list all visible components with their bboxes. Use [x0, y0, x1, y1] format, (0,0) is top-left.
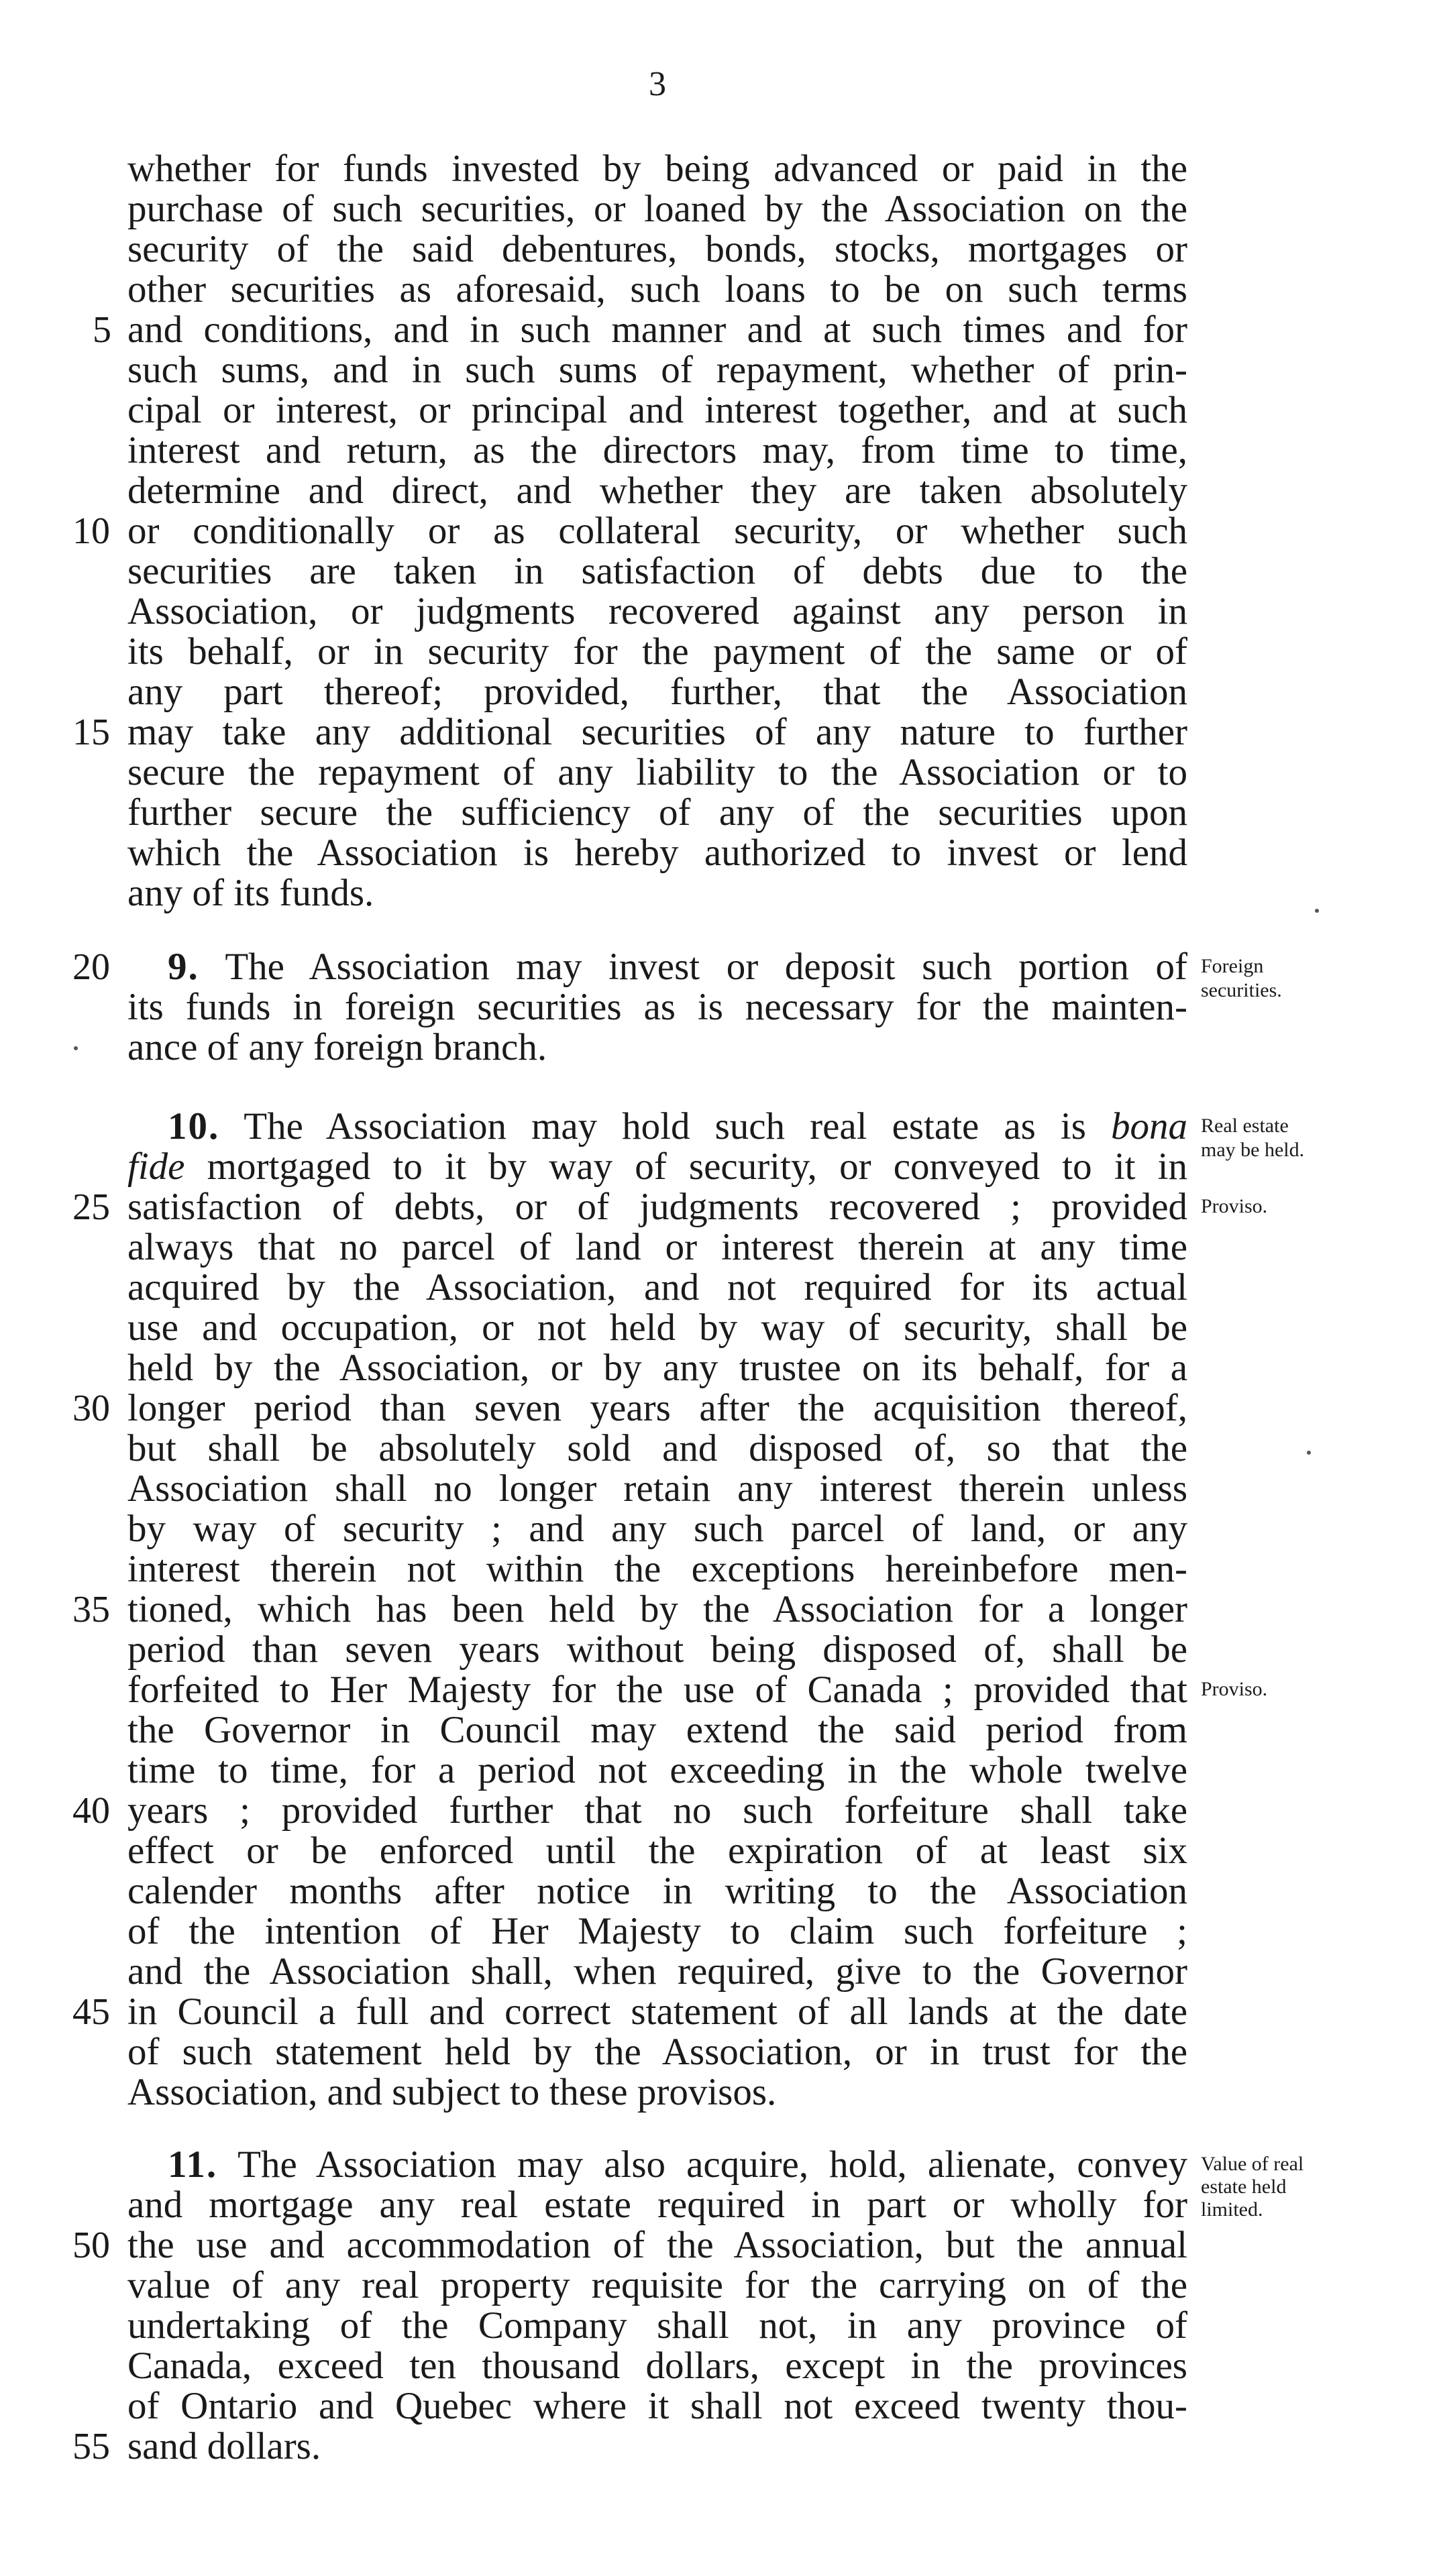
- text-line: but shall be absolutely sold and disposed of, so that the: [127, 1427, 1187, 1469]
- text-line: of the intention of Her Majesty to claim such forfeiture ;: [127, 1910, 1187, 1952]
- text-line: or conditionally or as collateral security, or whether such: [127, 510, 1187, 552]
- line-number: 10: [72, 510, 110, 552]
- line-number: 40: [72, 1790, 110, 1832]
- text-line: whether for funds invested by being advanced or paid in the: [127, 148, 1187, 190]
- text-line: securities are taken in satisfaction of debts due to the: [127, 550, 1187, 592]
- text-line: in Council a full and correct statement of all lands at the date: [127, 1991, 1187, 2033]
- text-line: any part thereof; provided, further, that the Association: [127, 671, 1187, 713]
- line-number: 15: [72, 712, 110, 753]
- text-line: satisfaction of debts, or of judgments recovered ; provided: [127, 1186, 1187, 1228]
- text-line: sand dollars.: [127, 2425, 321, 2467]
- ink-speck: [1307, 1451, 1311, 1455]
- text-line: years ; provided further that no such forfeiture shall take: [127, 1789, 1187, 1832]
- text-line: forfeited to Her Majesty for the use of Canada ; provided that: [127, 1669, 1187, 1711]
- ink-speck: [1315, 909, 1319, 913]
- text-line: purchase of such securities, or loaned by the Association on the: [127, 188, 1187, 230]
- page-number: 3: [649, 65, 666, 103]
- text-line: security of the said debentures, bonds, stocks, mortgages or: [127, 228, 1187, 270]
- margin-note-proviso: Proviso.: [1201, 1678, 1268, 1700]
- text-line: the use and accommodation of the Association, but the annual: [127, 2224, 1187, 2266]
- text-line: interest and return, as the directors may, from time to time,: [127, 429, 1187, 471]
- text-line: Association shall no longer retain any interest therein unless: [127, 1467, 1187, 1510]
- text-line: period than seven years without being disposed of, shall be: [127, 1628, 1187, 1671]
- text-line: Association, or judgments recovered against any person in: [127, 590, 1187, 632]
- text-line: Association, and subject to these provisos.: [127, 2071, 777, 2113]
- margin-note-foreign: Foreign: [1201, 955, 1264, 977]
- section-11-line: 11. The Association may also acquire, hold, alienate, convey: [168, 2143, 1187, 2186]
- text-line: the Governor in Council may extend the said period from: [127, 1709, 1187, 1751]
- text-line: effect or be enforced until the expiration of at least six: [127, 1830, 1187, 1872]
- text-line: value of any real property requisite for the carrying on of the: [127, 2264, 1187, 2306]
- text-line: by way of security ; and any such parcel of land, or any: [127, 1508, 1187, 1550]
- text-line: held by the Association, or by any trustee on its behalf, for a: [127, 1347, 1187, 1389]
- text-line: such sums, and in such sums of repayment, whether of prin-: [127, 349, 1187, 391]
- text-line: determine and direct, and whether they are taken absolutely: [127, 469, 1187, 512]
- section-9-line: 9. The Association may invest or deposit such portion of: [168, 946, 1187, 988]
- margin-note-value: Value of real: [1201, 2153, 1304, 2175]
- margin-note-foreign: securities.: [1201, 979, 1282, 1001]
- text-line: and the Association shall, when required, give to the Governor: [127, 1950, 1187, 1993]
- text-line: fide mortgaged to it by way of security, or conveyed to it in: [127, 1145, 1188, 1188]
- text-line: tioned, which has been held by the Association for a longer: [127, 1588, 1187, 1630]
- line-number: 25: [72, 1186, 110, 1228]
- margin-note-value: estate held: [1201, 2176, 1287, 2198]
- margin-note-value: limited.: [1201, 2198, 1263, 2221]
- text-line: which the Association is hereby authorized to invest or lend: [127, 832, 1187, 874]
- text-line: and conditions, and in such manner and at such times and for: [127, 309, 1187, 351]
- text-line: any of its funds.: [127, 872, 374, 914]
- line-number: 30: [72, 1388, 110, 1429]
- text-line: longer period than seven years after the acquisition thereof,: [127, 1387, 1187, 1429]
- line-number: 50: [72, 2225, 110, 2266]
- text-line: secure the repayment of any liability to the Association or to: [127, 751, 1187, 793]
- margin-note-real-estate: Real estate: [1201, 1115, 1289, 1137]
- line-number: 55: [72, 2426, 110, 2467]
- text-line: undertaking of the Company shall not, in any province of: [127, 2304, 1187, 2347]
- text-line: and mortgage any real estate required in part or wholly for: [127, 2184, 1187, 2226]
- text-line: of such statement held by the Association, or in trust for the: [127, 2031, 1187, 2073]
- text-line: of Ontario and Quebec where it shall not exceed twenty thou-: [127, 2385, 1187, 2427]
- text-line: its behalf, or in security for the payment of the same or of: [127, 630, 1187, 673]
- text-line: always that no parcel of land or interest therein at any time: [127, 1226, 1187, 1268]
- line-number: 35: [72, 1589, 110, 1630]
- text-line: its funds in foreign securities as is necessary for the mainten-: [127, 986, 1187, 1028]
- text-line: use and occupation, or not held by way of security, shall be: [127, 1306, 1187, 1349]
- text-line: may take any additional securities of any nature to further: [127, 711, 1187, 753]
- text-line: cipal or interest, or principal and interest together, and at such: [127, 389, 1187, 431]
- text-line: ance of any foreign branch.: [127, 1026, 547, 1068]
- section-number: 11.: [168, 2143, 218, 2186]
- text-line: other securities as aforesaid, such loans to be on such terms: [127, 268, 1187, 311]
- text-line: further secure the sufficiency of any of the securities upon: [127, 791, 1187, 834]
- text-line: interest therein not within the exceptions hereinbefore men-: [127, 1548, 1187, 1590]
- text-line: calender months after notice in writing to the Association: [127, 1870, 1187, 1912]
- margin-note-proviso: Proviso.: [1201, 1195, 1268, 1217]
- text-line: acquired by the Association, and not required for its actual: [127, 1266, 1187, 1308]
- text-line: time to time, for a period not exceeding in the whole twelve: [127, 1749, 1187, 1791]
- line-number: 5: [93, 309, 111, 351]
- text-line: Canada, exceed ten thousand dollars, except in the provinces: [127, 2345, 1187, 2387]
- line-number: 20: [72, 946, 110, 988]
- section-10-line: 10. The Association may hold such real estate as is bona: [168, 1105, 1187, 1147]
- ink-speck: [74, 1046, 78, 1050]
- margin-note-real-estate: may be held.: [1201, 1139, 1305, 1161]
- section-number: 9.: [168, 946, 199, 988]
- section-number: 10.: [168, 1105, 220, 1147]
- line-number: 45: [72, 1991, 110, 2033]
